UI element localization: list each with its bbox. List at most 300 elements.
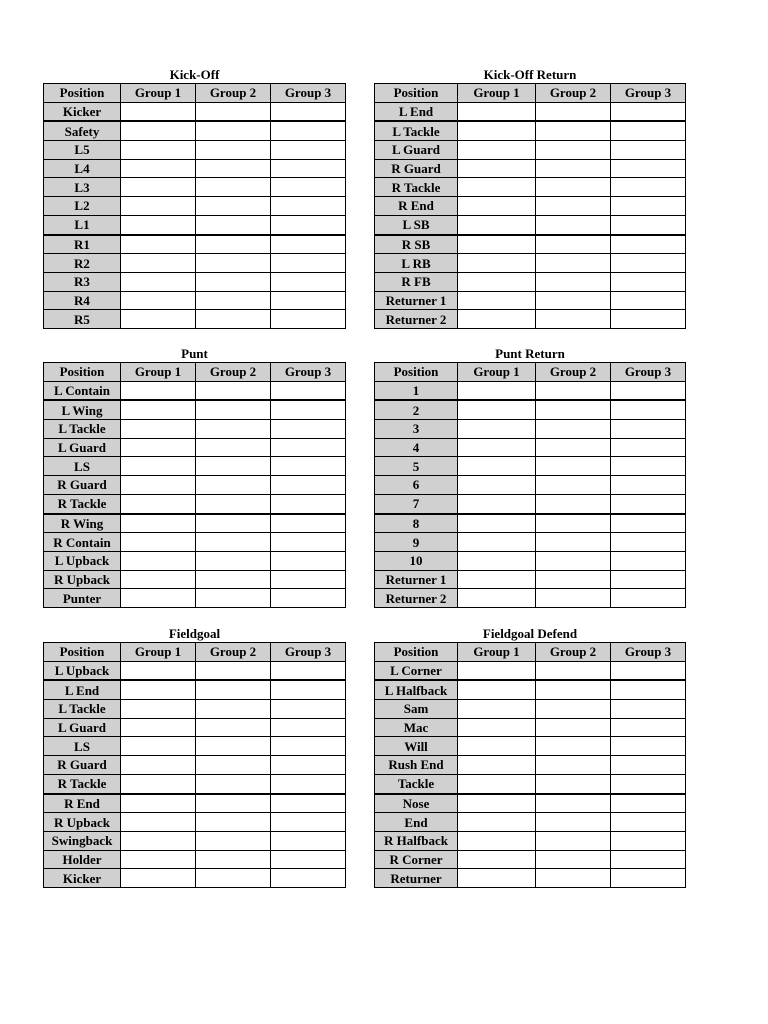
group-3-cell[interactable]: [271, 420, 346, 439]
group-2-cell[interactable]: [196, 756, 271, 775]
group-3-cell[interactable]: [611, 514, 686, 533]
group-2-cell[interactable]: [196, 831, 271, 850]
group-3-cell[interactable]: [271, 794, 346, 813]
group-3-cell[interactable]: [271, 551, 346, 570]
position-label: R Guard: [375, 159, 458, 178]
group-2-cell[interactable]: [536, 661, 611, 680]
group-1-cell[interactable]: [121, 291, 196, 310]
group-2-cell[interactable]: [196, 235, 271, 254]
group-1-cell[interactable]: [458, 869, 536, 888]
group-1-cell[interactable]: [121, 774, 196, 793]
group-3-cell[interactable]: [271, 272, 346, 291]
group-3-cell[interactable]: [271, 700, 346, 719]
group-2-cell[interactable]: [536, 178, 611, 197]
group-2-cell[interactable]: [196, 291, 271, 310]
group-2-cell[interactable]: [196, 661, 271, 680]
group-1-cell[interactable]: [121, 794, 196, 813]
table-row: [44, 102, 346, 121]
position-label: R Tackle: [44, 774, 121, 793]
group-2-cell[interactable]: [536, 476, 611, 495]
header-group-3: Group 3: [271, 643, 346, 662]
table-row: [375, 794, 686, 813]
position-label: L End: [44, 680, 121, 699]
group-1-cell[interactable]: [458, 381, 536, 400]
group-1-cell[interactable]: [458, 291, 536, 310]
group-2-cell[interactable]: [196, 159, 271, 178]
header-group-2: Group 2: [536, 643, 611, 662]
table-row: [375, 718, 686, 737]
group-3-cell[interactable]: [271, 661, 346, 680]
group-1-cell[interactable]: [458, 159, 536, 178]
table-row: [375, 235, 686, 254]
table-row: [44, 400, 346, 419]
position-label: 10: [375, 551, 458, 570]
group-3-cell[interactable]: [611, 291, 686, 310]
position-label: R5: [44, 310, 121, 329]
group-2-cell[interactable]: [536, 680, 611, 699]
group-3-cell[interactable]: [271, 514, 346, 533]
group-3-cell[interactable]: [611, 680, 686, 699]
group-3-cell[interactable]: [611, 570, 686, 589]
header-group-3: Group 3: [271, 363, 346, 382]
group-1-cell[interactable]: [121, 661, 196, 680]
group-3-cell[interactable]: [271, 215, 346, 234]
group-3-cell[interactable]: [611, 438, 686, 457]
position-label: Returner: [375, 869, 458, 888]
group-3-cell[interactable]: [271, 102, 346, 121]
punt-return-title: Punt Return: [495, 346, 565, 361]
group-3-cell[interactable]: [271, 680, 346, 699]
header-group-2: Group 2: [536, 84, 611, 103]
group-2-cell[interactable]: [536, 570, 611, 589]
group-3-cell[interactable]: [611, 551, 686, 570]
group-3-cell[interactable]: [271, 178, 346, 197]
table-row: [44, 215, 346, 234]
table-row: [375, 159, 686, 178]
group-3-cell[interactable]: [611, 457, 686, 476]
group-3-cell[interactable]: [271, 813, 346, 832]
group-1-cell[interactable]: [121, 400, 196, 419]
group-3-cell[interactable]: [271, 310, 346, 329]
group-2-cell[interactable]: [536, 813, 611, 832]
group-2-cell[interactable]: [196, 774, 271, 793]
position-label: Returner 1: [375, 291, 458, 310]
group-1-cell[interactable]: [458, 756, 536, 775]
group-2-cell[interactable]: [196, 570, 271, 589]
group-3-cell[interactable]: [271, 774, 346, 793]
position-label: Returner 2: [375, 589, 458, 608]
position-label: L Tackle: [375, 121, 458, 140]
group-2-cell[interactable]: [536, 272, 611, 291]
group-2-cell[interactable]: [196, 381, 271, 400]
group-1-cell[interactable]: [121, 514, 196, 533]
group-2-cell[interactable]: [536, 197, 611, 216]
group-3-cell[interactable]: [271, 400, 346, 419]
group-2-cell[interactable]: [536, 400, 611, 419]
header-row: [44, 84, 346, 103]
group-1-cell[interactable]: [458, 457, 536, 476]
group-1-cell[interactable]: [121, 869, 196, 888]
position-label: R Wing: [44, 514, 121, 533]
group-2-cell[interactable]: [196, 400, 271, 419]
group-2-cell[interactable]: [536, 121, 611, 140]
group-2-cell[interactable]: [196, 869, 271, 888]
table-row: [44, 831, 346, 850]
kickoff-section: [43, 66, 346, 329]
group-2-cell[interactable]: [196, 197, 271, 216]
position-label: L SB: [375, 215, 458, 234]
group-2-cell[interactable]: [536, 102, 611, 121]
position-label: L Upback: [44, 551, 121, 570]
group-2-cell[interactable]: [196, 850, 271, 869]
position-label: Rush End: [375, 756, 458, 775]
header-group-2: Group 2: [536, 363, 611, 382]
group-1-cell[interactable]: [458, 438, 536, 457]
group-3-cell[interactable]: [611, 869, 686, 888]
group-2-cell[interactable]: [196, 551, 271, 570]
group-2-cell[interactable]: [536, 381, 611, 400]
group-3-cell[interactable]: [611, 533, 686, 552]
group-1-cell[interactable]: [121, 756, 196, 775]
group-3-cell[interactable]: [271, 570, 346, 589]
group-2-cell[interactable]: [196, 494, 271, 513]
group-3-cell[interactable]: [611, 794, 686, 813]
group-2-cell[interactable]: [536, 494, 611, 513]
group-1-cell[interactable]: [458, 400, 536, 419]
header-row: [44, 363, 346, 382]
group-3-cell[interactable]: [271, 159, 346, 178]
group-3-cell[interactable]: [611, 381, 686, 400]
position-label: 5: [375, 457, 458, 476]
group-2-cell[interactable]: [196, 813, 271, 832]
position-label: R Tackle: [375, 178, 458, 197]
group-1-cell[interactable]: [458, 718, 536, 737]
group-2-cell[interactable]: [196, 420, 271, 439]
group-2-cell[interactable]: [196, 215, 271, 234]
group-2-cell[interactable]: [196, 272, 271, 291]
group-2-cell[interactable]: [536, 235, 611, 254]
table-row: [375, 756, 686, 775]
group-1-cell[interactable]: [121, 457, 196, 476]
group-3-cell[interactable]: [271, 121, 346, 140]
position-label: 9: [375, 533, 458, 552]
group-3-cell[interactable]: [611, 700, 686, 719]
punt-section: [43, 345, 346, 608]
group-3-cell[interactable]: [271, 756, 346, 775]
group-2-cell[interactable]: [536, 774, 611, 793]
group-3-cell[interactable]: [271, 869, 346, 888]
group-2-cell[interactable]: [536, 794, 611, 813]
group-3-cell[interactable]: [271, 533, 346, 552]
position-label: 3: [375, 420, 458, 439]
header-row: [375, 643, 686, 662]
table-row: [375, 102, 686, 121]
table-row: [44, 551, 346, 570]
group-1-cell[interactable]: [458, 533, 536, 552]
group-1-cell[interactable]: [121, 178, 196, 197]
header-group-1: Group 1: [121, 643, 196, 662]
group-3-cell[interactable]: [611, 254, 686, 273]
group-1-cell[interactable]: [458, 661, 536, 680]
header-row: [375, 363, 686, 382]
group-2-cell[interactable]: [196, 102, 271, 121]
group-3-cell[interactable]: [271, 291, 346, 310]
group-1-cell[interactable]: [458, 197, 536, 216]
group-1-cell[interactable]: [121, 272, 196, 291]
group-2-cell[interactable]: [196, 589, 271, 608]
group-3-cell[interactable]: [611, 850, 686, 869]
group-2-cell[interactable]: [196, 121, 271, 140]
group-2-cell[interactable]: [536, 514, 611, 533]
group-2-cell[interactable]: [536, 159, 611, 178]
group-2-cell[interactable]: [536, 718, 611, 737]
table-row: [375, 272, 686, 291]
group-3-cell[interactable]: [271, 737, 346, 756]
group-3-cell[interactable]: [271, 718, 346, 737]
group-1-cell[interactable]: [121, 121, 196, 140]
group-3-cell[interactable]: [611, 774, 686, 793]
group-3-cell[interactable]: [611, 476, 686, 495]
group-3-cell[interactable]: [611, 235, 686, 254]
table-row: [44, 737, 346, 756]
group-3-cell[interactable]: [611, 831, 686, 850]
group-1-cell[interactable]: [121, 235, 196, 254]
position-label: R Halfback: [375, 831, 458, 850]
group-1-cell[interactable]: [121, 831, 196, 850]
group-1-cell[interactable]: [458, 850, 536, 869]
group-1-cell[interactable]: [458, 551, 536, 570]
table-row: [44, 813, 346, 832]
group-1-cell[interactable]: [121, 420, 196, 439]
group-2-cell[interactable]: [536, 215, 611, 234]
header-position: Position: [44, 643, 121, 662]
group-2-cell[interactable]: [536, 141, 611, 160]
group-1-cell[interactable]: [121, 700, 196, 719]
header-group-3: Group 3: [611, 84, 686, 103]
table-row: [375, 551, 686, 570]
group-2-cell[interactable]: [196, 794, 271, 813]
group-1-cell[interactable]: [458, 700, 536, 719]
group-1-cell[interactable]: [458, 215, 536, 234]
group-2-cell[interactable]: [536, 254, 611, 273]
group-3-cell[interactable]: [271, 197, 346, 216]
group-3-cell[interactable]: [611, 420, 686, 439]
group-2-cell[interactable]: [536, 869, 611, 888]
group-3-cell[interactable]: [611, 661, 686, 680]
position-label: R Tackle: [44, 494, 121, 513]
group-3-cell[interactable]: [611, 400, 686, 419]
group-2-cell[interactable]: [536, 756, 611, 775]
group-1-cell[interactable]: [121, 570, 196, 589]
group-3-cell[interactable]: [611, 215, 686, 234]
group-1-cell[interactable]: [458, 774, 536, 793]
group-1-cell[interactable]: [121, 254, 196, 273]
group-2-cell[interactable]: [196, 178, 271, 197]
group-1-cell[interactable]: [121, 737, 196, 756]
header-position: Position: [375, 84, 458, 103]
group-2-cell[interactable]: [536, 737, 611, 756]
group-2-cell[interactable]: [196, 254, 271, 273]
group-3-cell[interactable]: [611, 737, 686, 756]
table-row: [44, 159, 346, 178]
group-1-cell[interactable]: [458, 235, 536, 254]
group-1-cell[interactable]: [458, 514, 536, 533]
group-1-cell[interactable]: [458, 178, 536, 197]
group-1-cell[interactable]: [121, 813, 196, 832]
group-2-cell[interactable]: [536, 420, 611, 439]
group-3-cell[interactable]: [271, 254, 346, 273]
group-2-cell[interactable]: [196, 438, 271, 457]
group-1-cell[interactable]: [458, 570, 536, 589]
group-3-cell[interactable]: [271, 850, 346, 869]
group-3-cell[interactable]: [271, 494, 346, 513]
group-2-cell[interactable]: [536, 291, 611, 310]
group-1-cell[interactable]: [121, 438, 196, 457]
group-1-cell[interactable]: [458, 794, 536, 813]
group-3-cell[interactable]: [611, 178, 686, 197]
group-2-cell[interactable]: [196, 457, 271, 476]
position-label: Returner 2: [375, 310, 458, 329]
group-2-cell[interactable]: [196, 476, 271, 495]
table-row: [375, 514, 686, 533]
group-1-cell[interactable]: [458, 589, 536, 608]
table-row: [375, 121, 686, 140]
group-2-cell[interactable]: [196, 310, 271, 329]
group-1-cell[interactable]: [458, 102, 536, 121]
fieldgoal-defend-section: [374, 625, 686, 888]
group-2-cell[interactable]: [536, 457, 611, 476]
group-3-cell[interactable]: [271, 457, 346, 476]
position-label: 6: [375, 476, 458, 495]
group-1-cell[interactable]: [458, 121, 536, 140]
group-1-cell[interactable]: [121, 102, 196, 121]
group-1-cell[interactable]: [458, 813, 536, 832]
group-1-cell[interactable]: [458, 831, 536, 850]
group-1-cell[interactable]: [121, 381, 196, 400]
fieldgoal-title: Fieldgoal: [168, 626, 221, 641]
group-3-cell[interactable]: [611, 756, 686, 775]
group-2-cell[interactable]: [536, 310, 611, 329]
table-row: [375, 476, 686, 495]
group-2-cell[interactable]: [196, 718, 271, 737]
group-3-cell[interactable]: [611, 121, 686, 140]
group-1-cell[interactable]: [121, 159, 196, 178]
group-3-cell[interactable]: [611, 141, 686, 160]
group-3-cell[interactable]: [271, 141, 346, 160]
group-3-cell[interactable]: [271, 235, 346, 254]
position-label: R Upback: [44, 813, 121, 832]
group-2-cell[interactable]: [536, 850, 611, 869]
group-3-cell[interactable]: [611, 197, 686, 216]
group-1-cell[interactable]: [121, 718, 196, 737]
position-label: LS: [44, 457, 121, 476]
group-2-cell[interactable]: [196, 700, 271, 719]
position-label: Mac: [375, 718, 458, 737]
table-row: [375, 680, 686, 699]
table-row: [375, 197, 686, 216]
group-1-cell[interactable]: [121, 680, 196, 699]
group-2-cell[interactable]: [536, 700, 611, 719]
group-2-cell[interactable]: [536, 551, 611, 570]
group-3-cell[interactable]: [611, 494, 686, 513]
group-1-cell[interactable]: [458, 310, 536, 329]
group-1-cell[interactable]: [458, 476, 536, 495]
position-label: LS: [44, 737, 121, 756]
table-row: [375, 420, 686, 439]
table-row: [44, 589, 346, 608]
position-label: Punter: [44, 589, 121, 608]
group-3-cell[interactable]: [611, 589, 686, 608]
header-position: Position: [375, 363, 458, 382]
group-3-cell[interactable]: [271, 476, 346, 495]
group-1-cell[interactable]: [121, 197, 196, 216]
group-1-cell[interactable]: [121, 476, 196, 495]
group-3-cell[interactable]: [271, 438, 346, 457]
group-2-cell[interactable]: [536, 533, 611, 552]
group-2-cell[interactable]: [196, 533, 271, 552]
group-1-cell[interactable]: [458, 272, 536, 291]
table-row: [375, 254, 686, 273]
group-2-cell[interactable]: [196, 737, 271, 756]
group-1-cell[interactable]: [121, 215, 196, 234]
group-1-cell[interactable]: [458, 737, 536, 756]
position-label: L Tackle: [44, 420, 121, 439]
group-2-cell[interactable]: [196, 680, 271, 699]
group-2-cell[interactable]: [536, 831, 611, 850]
group-3-cell[interactable]: [611, 310, 686, 329]
group-1-cell[interactable]: [121, 589, 196, 608]
group-1-cell[interactable]: [458, 420, 536, 439]
group-1-cell[interactable]: [121, 494, 196, 513]
group-3-cell[interactable]: [611, 813, 686, 832]
header-group-1: Group 1: [458, 643, 536, 662]
group-1-cell[interactable]: [121, 551, 196, 570]
group-1-cell[interactable]: [458, 494, 536, 513]
group-2-cell[interactable]: [536, 589, 611, 608]
table-row: [375, 589, 686, 608]
position-label: R2: [44, 254, 121, 273]
group-3-cell[interactable]: [271, 589, 346, 608]
punt-title: Punt: [181, 346, 208, 361]
table-row: [375, 310, 686, 329]
position-label: R Guard: [44, 756, 121, 775]
group-3-cell[interactable]: [611, 159, 686, 178]
group-2-cell[interactable]: [536, 438, 611, 457]
group-1-cell[interactable]: [458, 680, 536, 699]
table-row: [44, 494, 346, 513]
group-3-cell[interactable]: [611, 272, 686, 291]
group-1-cell[interactable]: [121, 850, 196, 869]
group-1-cell[interactable]: [121, 310, 196, 329]
header-position: Position: [375, 643, 458, 662]
group-3-cell[interactable]: [611, 718, 686, 737]
fieldgoal-section: [43, 625, 346, 888]
group-2-cell[interactable]: [196, 514, 271, 533]
table-row: [44, 121, 346, 140]
group-3-cell[interactable]: [271, 381, 346, 400]
group-3-cell[interactable]: [611, 102, 686, 121]
group-1-cell[interactable]: [458, 141, 536, 160]
group-1-cell[interactable]: [458, 254, 536, 273]
group-1-cell[interactable]: [121, 141, 196, 160]
table-row: [44, 438, 346, 457]
position-label: Safety: [44, 121, 121, 140]
table-row: [375, 700, 686, 719]
group-3-cell[interactable]: [271, 831, 346, 850]
group-2-cell[interactable]: [196, 141, 271, 160]
group-1-cell[interactable]: [121, 533, 196, 552]
position-label: 8: [375, 514, 458, 533]
